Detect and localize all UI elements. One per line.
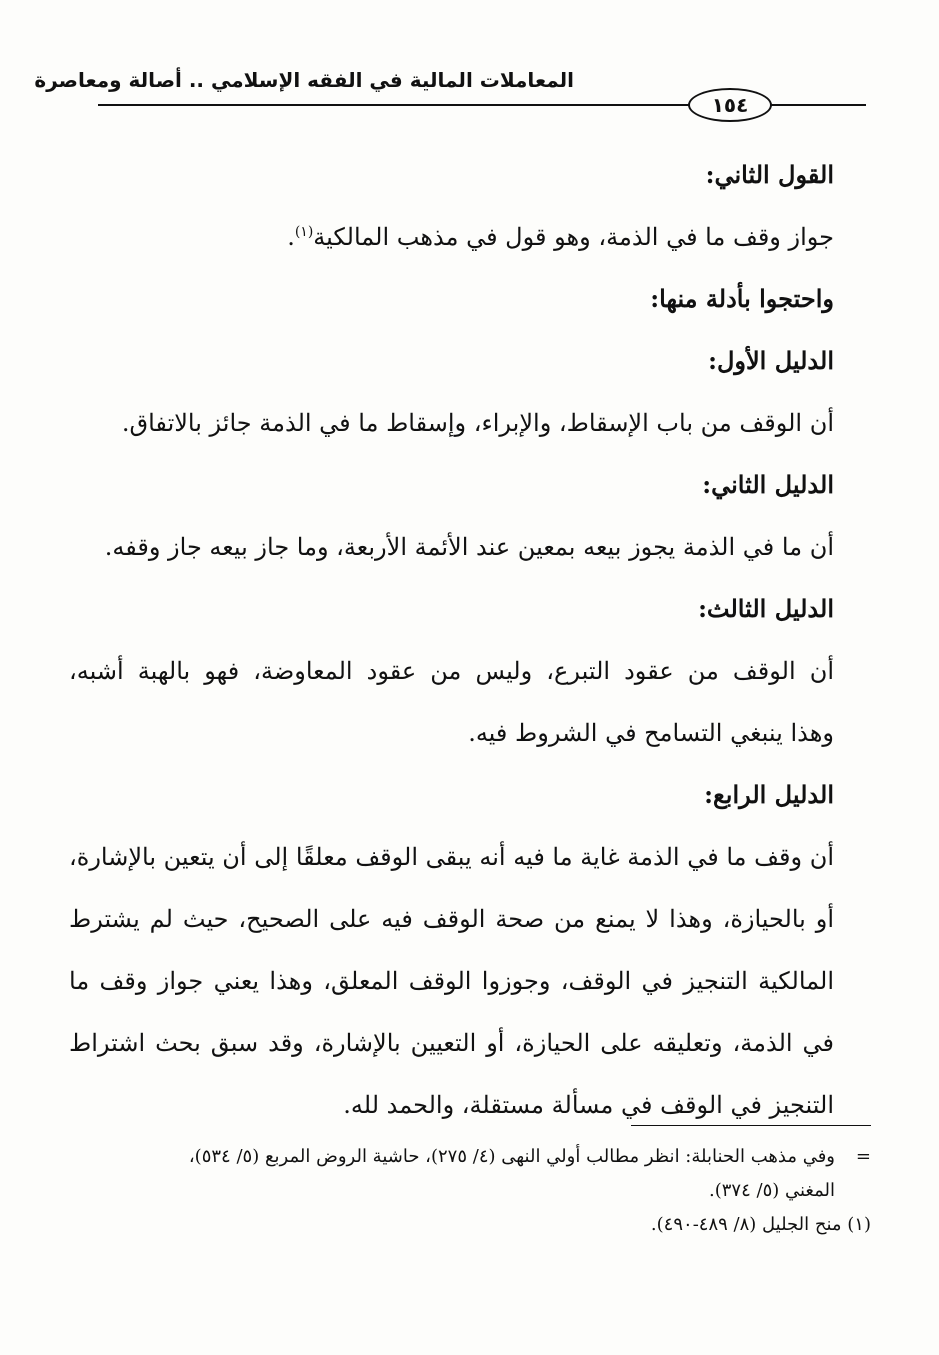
section-heading bbox=[69, 578, 834, 640]
page-number-text: ١٥٤ bbox=[711, 93, 749, 117]
running-title: المعاملات المالية في الفقه الإسلامي .. أصالة ومعاصرة bbox=[34, 68, 574, 92]
body-line-text: المالكية التنجيز في الوقف، وجوزوا الوقف المعلق، وهذا يعني جواز وقف ما bbox=[69, 967, 834, 995]
body-line-text: أن الوقف من باب الإسقاط، والإبراء، وإسقاط ما في الذمة جائز بالاتفاق. bbox=[121, 409, 834, 437]
body-line bbox=[69, 640, 834, 702]
footnote-continuation-mark: = bbox=[855, 1146, 871, 1167]
footnote-1-text: (١) منح الجليل (٨/ ٤٨٩-٤٩٠). bbox=[650, 1214, 871, 1235]
body-line bbox=[69, 516, 834, 578]
body-line bbox=[69, 206, 834, 268]
footnote-rule bbox=[631, 1125, 871, 1126]
section-heading bbox=[69, 268, 834, 330]
section-heading-text: القول الثاني: bbox=[705, 160, 834, 189]
footnote-continuation-line-2 bbox=[71, 1174, 871, 1208]
body-line-text: جواز وقف ما في الذمة، وهو قول في مذهب المالكية bbox=[313, 223, 834, 251]
section-heading-text: الدليل الرابع: bbox=[704, 780, 834, 809]
section-heading bbox=[69, 330, 834, 392]
footnote-continuation-line bbox=[71, 1140, 871, 1174]
body-line bbox=[69, 1012, 834, 1074]
section-heading-text: الدليل الأول: bbox=[708, 346, 834, 375]
body-text bbox=[69, 144, 834, 1136]
footnote-continuation-text-2: المغني (٥/ ٣٧٤). bbox=[709, 1180, 835, 1201]
section-heading bbox=[69, 764, 834, 826]
trailing-punctuation: . bbox=[287, 223, 295, 251]
body-line-text: التنجيز في الوقف في مسألة مستقلة، والحمد لله. bbox=[343, 1091, 834, 1119]
body-line-text: أن ما في الذمة يجوز بيعه بمعين عند الأئمة الأربعة، وما جاز بيعه جاز وقفه. bbox=[104, 533, 834, 561]
body-line bbox=[69, 1074, 834, 1136]
body-line-text: في الذمة، وتعليقه على الحيازة، أو التعيين بالإشارة، وقد سبق بحث اشتراط bbox=[69, 1029, 834, 1057]
body-line bbox=[69, 392, 834, 454]
page-number bbox=[688, 88, 772, 122]
footnote-continuation-text-1: وفي مذهب الحنابلة: انظر مطالب أولي النهى (٤/ ٢٧٥)، حاشية الروض المربع (٥/ ٥٣٤)، bbox=[188, 1146, 835, 1167]
section-heading-text: الدليل الثالث: bbox=[698, 594, 834, 623]
body-line bbox=[69, 826, 834, 888]
body-line bbox=[69, 950, 834, 1012]
footnotes bbox=[71, 1140, 871, 1242]
body-line bbox=[69, 702, 834, 764]
section-heading-text: الدليل الثاني: bbox=[702, 470, 834, 499]
section-heading-text: واحتجوا بأدلة منها: bbox=[650, 284, 834, 313]
section-heading bbox=[69, 454, 834, 516]
body-line-text: أن وقف ما في الذمة غاية ما فيه أنه يبقى الوقف معلقًا إلى أن يتعين بالإشارة، bbox=[69, 843, 834, 871]
footnote-1 bbox=[71, 1208, 871, 1242]
section-heading bbox=[69, 144, 834, 206]
body-line-text: أن الوقف من عقود التبرع، وليس من عقود المعاوضة، فهو بالهبة أشبه، bbox=[69, 657, 834, 685]
body-line-text: وهذا ينبغي التسامح في الشروط فيه. bbox=[468, 719, 834, 747]
body-line bbox=[69, 888, 834, 950]
body-line-text: أو بالحيازة، وهذا لا يمنع من صحة الوقف فيه على الصحيح، حيث لم يشترط bbox=[69, 905, 834, 933]
footnote-reference: (١) bbox=[294, 224, 314, 240]
